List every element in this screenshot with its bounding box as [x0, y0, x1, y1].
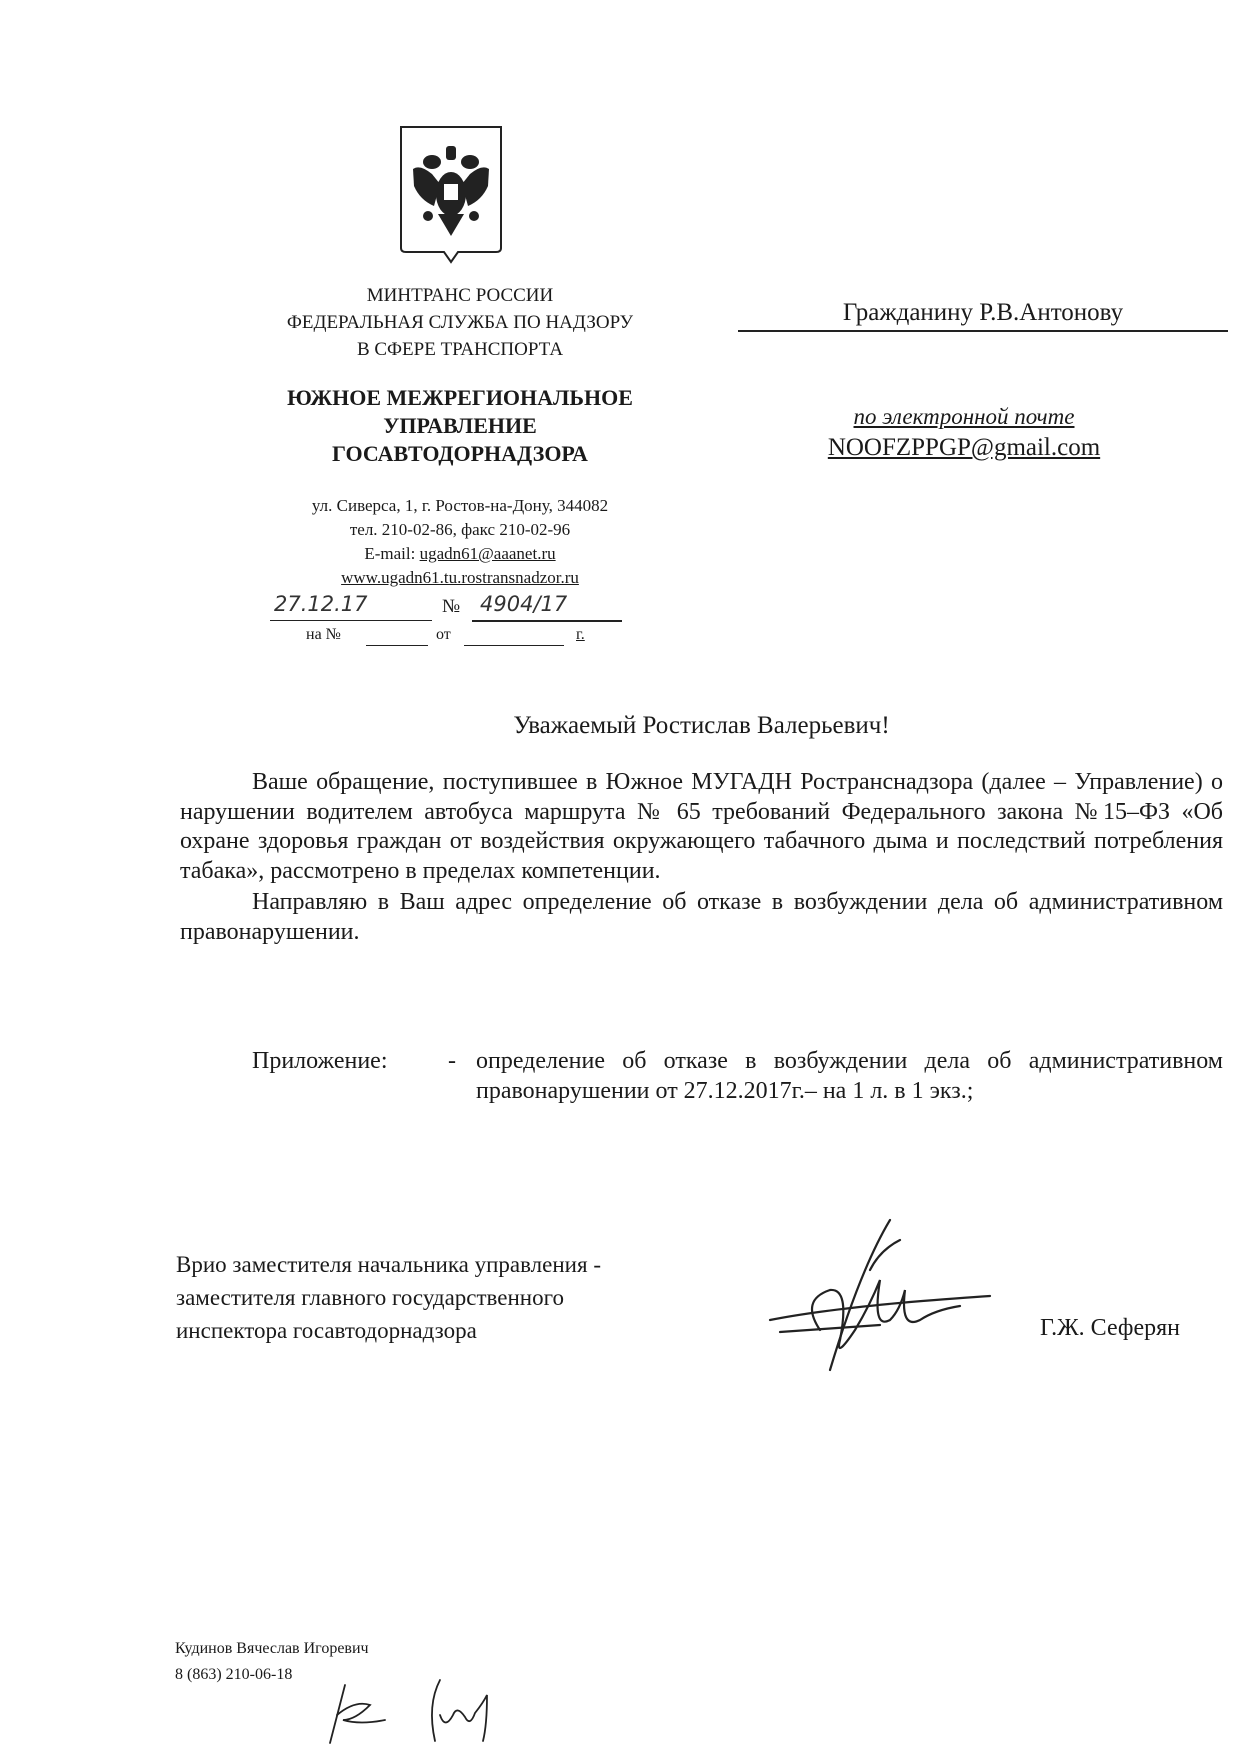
recipient-email[interactable]: NOOFZPPGP@gmail.com — [827, 434, 1101, 461]
email-label: E-mail: — [364, 544, 420, 563]
body-paragraph-1: Ваше обращение, поступившее в Южное МУГАДН Ространснадзора (далее – Управление) о нарушении водителем автобуса маршрута № 65 требований Федерального закона №15–ФЗ «Об охране здоровья граждан от воздействия окружающего табачного дыма и последствий потребления табака», рассмотрено в пределах компетенции. — [180, 769, 1223, 884]
attachment-label: Приложение: — [252, 1048, 388, 1074]
date-number-line — [270, 592, 630, 622]
org-name-line1: ЮЖНОЕ МЕЖРЕГИОНАЛЬНОЕ — [287, 385, 633, 410]
reference-number-label: на № — [306, 626, 341, 643]
reference-line — [306, 626, 606, 650]
org-email-line — [240, 542, 680, 567]
service-name-line2: В СФЕРЕ ТРАНСПОРТА — [356, 339, 564, 360]
reference-date-blank — [464, 645, 564, 646]
reference-from-label: от — [436, 626, 451, 643]
executor-name: Кудинов Вячеслав Игоревич — [175, 1640, 369, 1657]
signer-position-line2: заместителя главного государственного — [176, 1285, 564, 1310]
signer-position — [176, 1248, 601, 1347]
recipient-name: Гражданину Р.В.Антонову — [842, 299, 1124, 326]
org-address: ул. Сиверса, 1, г. Ростов-на-Дону, 344082 — [311, 496, 609, 515]
handwritten-signature — [760, 1210, 1000, 1380]
attachment-text: определение об отказе в возбуждении дела об административном правонарушении от 27.12.2017г.– на 1 л. в 1 экз.; — [476, 1048, 1223, 1104]
outgoing-number: 4904/17 — [480, 592, 568, 616]
signer-name: Г.Ж. Сеферян — [1040, 1315, 1181, 1341]
outgoing-date: 27.12.17 — [274, 592, 368, 616]
executor-phone: 8 (863) 210-06-18 — [175, 1666, 293, 1683]
org-name-line3: ГОСАВТОДОРНАДЗОРА — [332, 441, 588, 466]
org-website-link[interactable]: www.ugadn61.tu.rostransnadzor.ru — [341, 568, 579, 587]
attachment-dash: - — [448, 1048, 456, 1074]
org-phone-fax: тел. 210-02-86, факс 210-02-96 — [349, 520, 571, 539]
service-name-line1: ФЕДЕРАЛЬНАЯ СЛУЖБА ПО НАДЗОРУ — [286, 312, 634, 333]
body-paragraph-2: Направляю в Ваш адрес определение об отказе в возбуждении дела об административном правонарушении. — [180, 889, 1223, 945]
delivery-method: по электронной почте — [853, 404, 1075, 429]
salutation: Уважаемый Ростислав Валерьевич! — [513, 712, 890, 739]
date-underline — [270, 620, 432, 621]
number-underline — [472, 620, 622, 622]
number-sign: № — [442, 596, 461, 617]
letter-body — [180, 768, 1223, 947]
initials-signatures — [315, 1675, 555, 1745]
ministry-name: МИНТРАНС РОССИИ — [366, 285, 554, 306]
recipient-underline — [738, 330, 1228, 332]
signer-position-line3: инспектора госавтодорнадзора — [176, 1318, 477, 1343]
signer-position-line1: Врио заместителя начальника управления - — [176, 1252, 601, 1277]
org-name-line2: УПРАВЛЕНИЕ — [383, 413, 537, 438]
coat-of-arms-emblem — [398, 124, 504, 264]
org-email-link[interactable]: ugadn61@aaanet.ru — [419, 544, 556, 563]
reference-year-label: г. — [576, 626, 585, 643]
org-website-line — [240, 566, 680, 591]
reference-number-blank — [366, 645, 428, 646]
